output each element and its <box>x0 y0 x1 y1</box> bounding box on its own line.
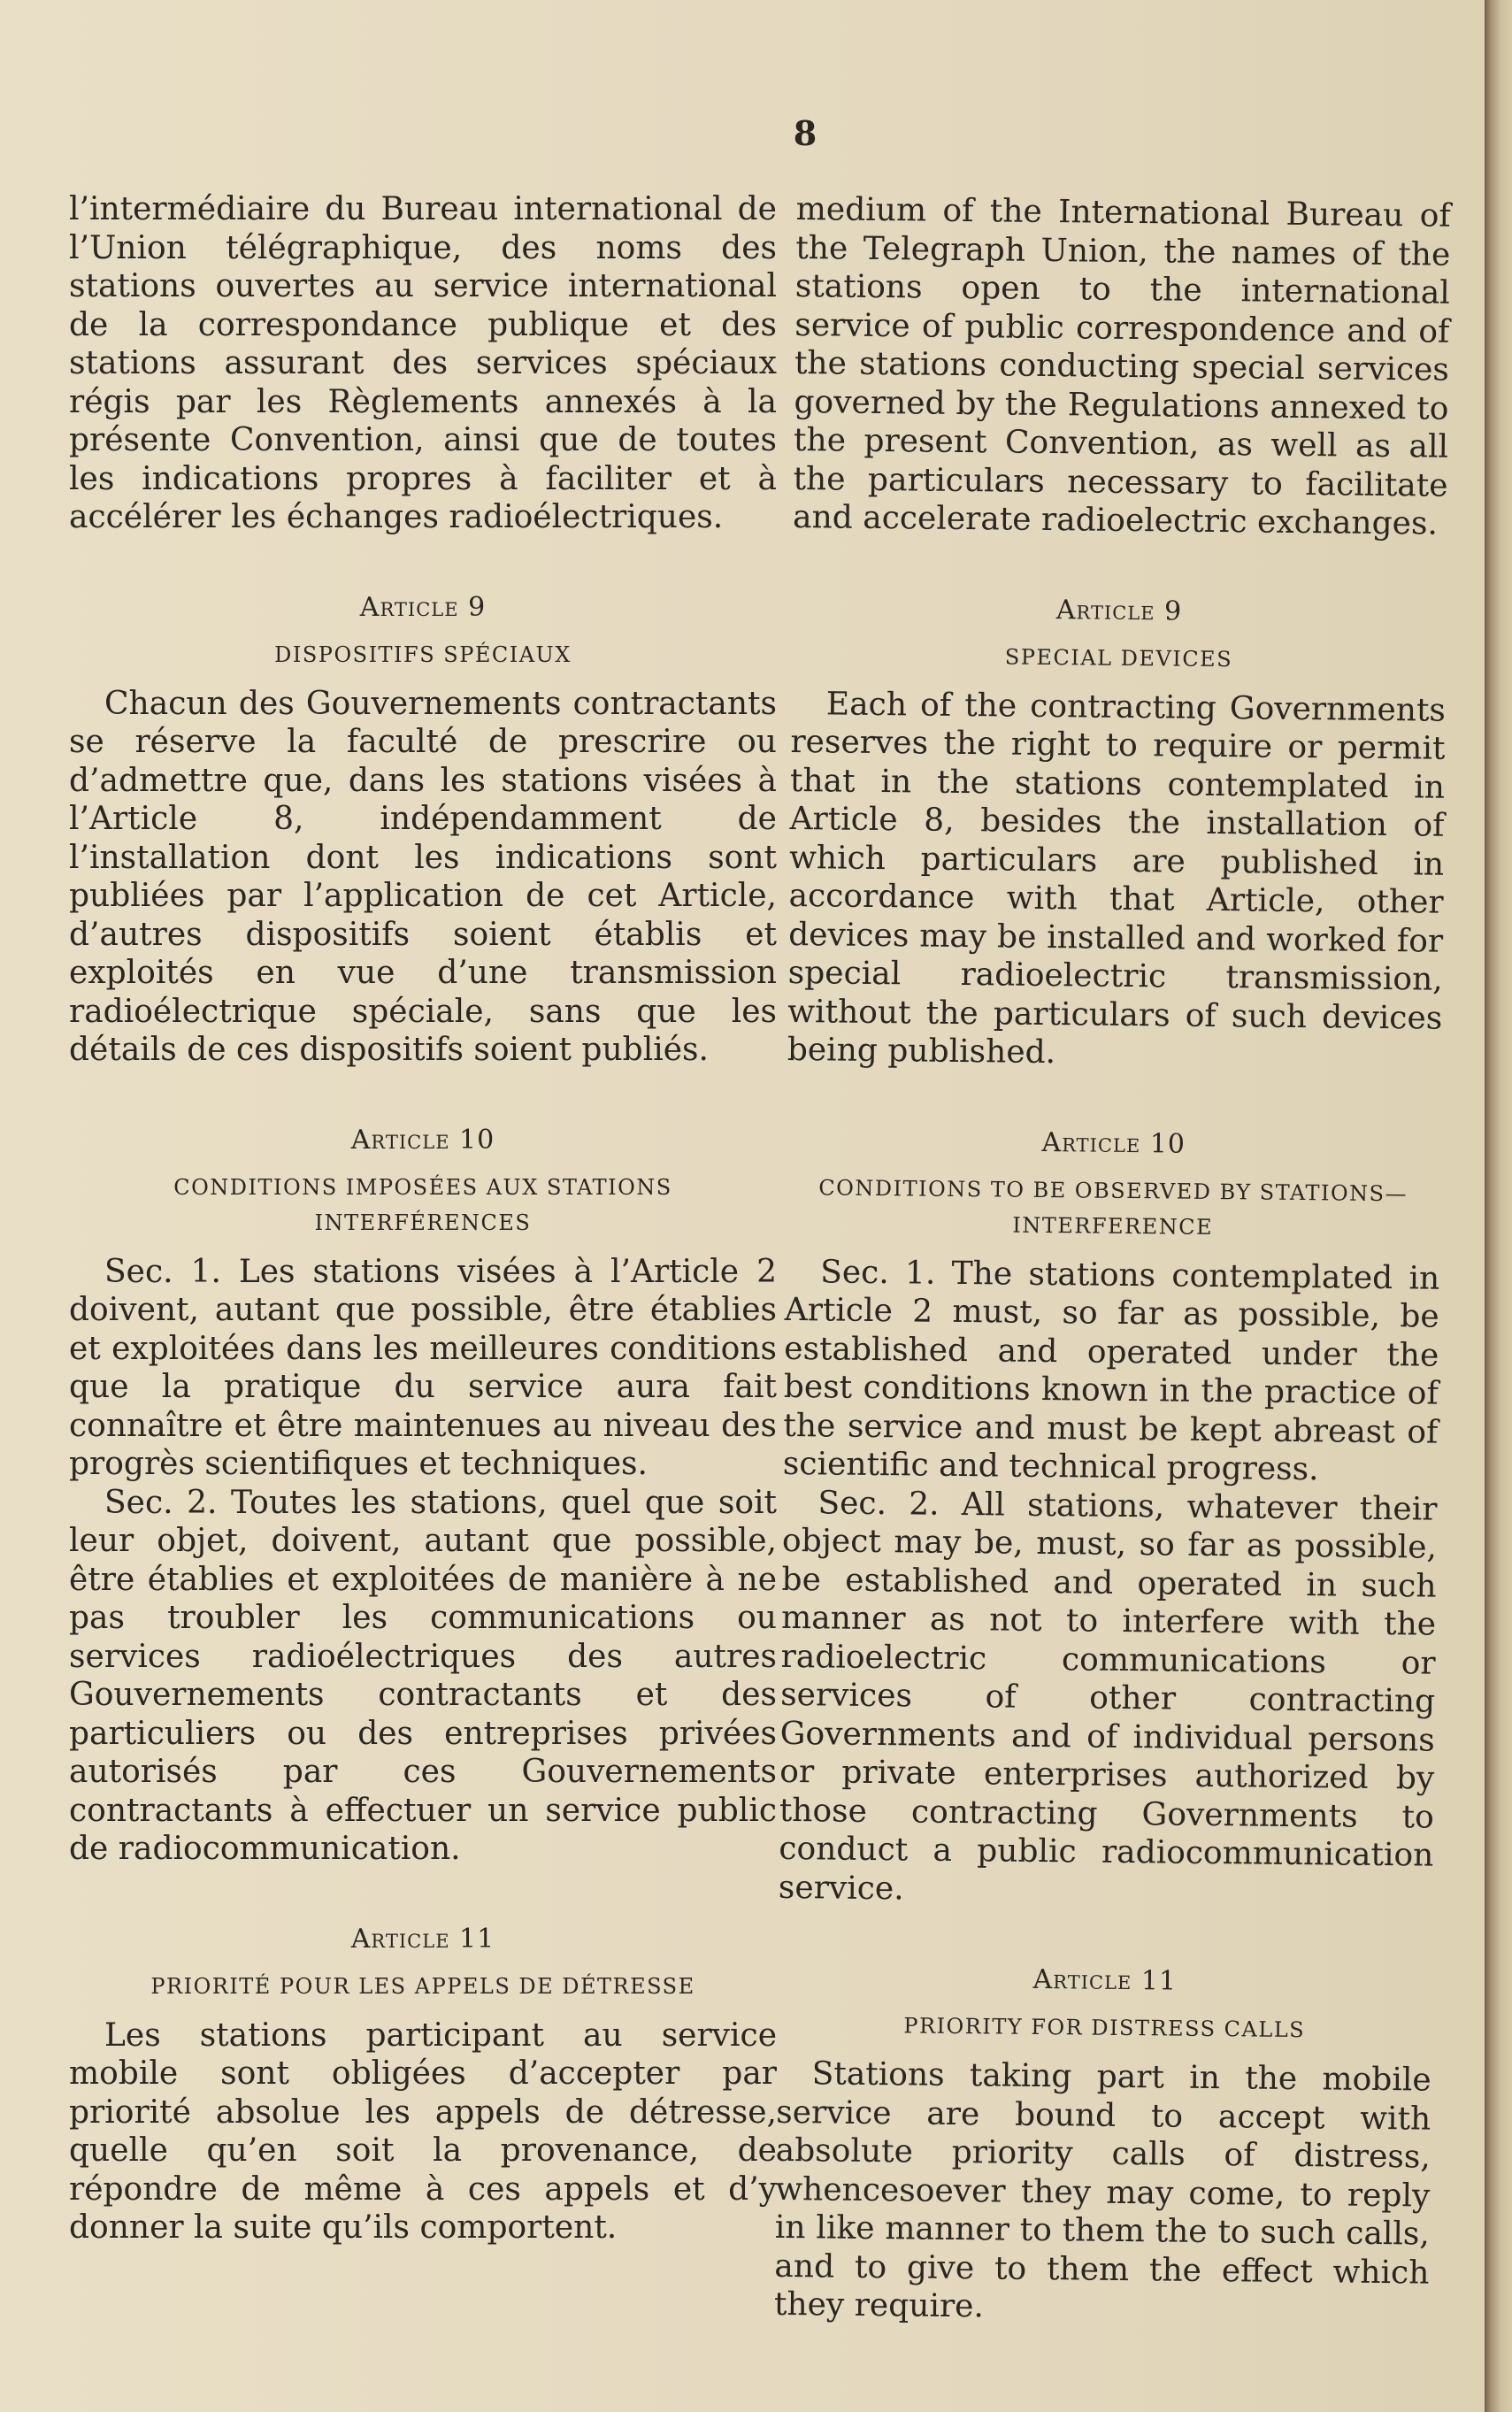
english-article-11-subtitle: PRIORITY FOR DISTRESS CALLS <box>903 2013 1306 2043</box>
english-article-9-title: Article 9 <box>1055 594 1183 627</box>
french-article-10-subtitle: CONDITIONS IMPOSÉES AUX STATIONS INTERFÉRENCES <box>173 1174 672 1235</box>
english-article-10-title: Article 10 <box>1041 1126 1186 1160</box>
english-intro-paragraph: medium of the International Bureau of the Telegraph Union, the names of the stations open to the international service of public correspondence and of the stations conducting special services governed by the Regulations annexed to the present Convention, as well as all the particulars necessary to facilitate and accelerate radioelectric exchanges. <box>792 190 1451 542</box>
french-intro-paragraph: l’intermédiaire du Bureau international de l’Union télégraphique, des noms des stations ouvertes au service international de la correspondance publique et des stations assurant des services spéciaux régis par les Règlements annexés à la présente Convention, ainsi que de toutes les indications propres à faciliter et à accélérer les échanges radioélectriques. <box>69 191 777 535</box>
french-article-11-text: Les stations participant au service mobile sont obligées d’accepter par priorité absolue les appels de détresse, quelle qu’en soit la provenance, de répondre de même à ces appels et d’y donner la suite qu’ils comportent. <box>69 2016 777 2246</box>
english-column <box>774 190 1451 2331</box>
english-article-9-text: Each of the contracting Governments reserves the right to require or permit that in the stations contemplated in Article 8, besides the installation of which particulars are published in accordance with that Article, other devices may be installed and worked for special radioelectric transmission, without the particulars of such devices being published. <box>787 685 1447 1072</box>
french-article-11-title: Article 11 <box>350 1923 495 1955</box>
english-article-10-sec1: Sec. 1. The stations contemplated in Article 2 must, so far as possible, be established and operated under the best conditions known in the practice of the service and must be kept abreast of scientific and technical progress. <box>782 1253 1440 1488</box>
english-article-11-text: Stations taking part in the mobile service are bound to accept with absolute priority calls of distress, whencesoever they may come, to reply in like manner to them the to such calls, and to give to them the effect which they require. <box>773 2055 1431 2325</box>
french-article-10-title: Article 10 <box>350 1124 495 1156</box>
french-article-10-sec2: Sec. 2. Toutes les stations, quel que soit leur objet, doivent, autant que possible, être établies et exploitées de manière à ne pas troubler les communications ou services radioélectriques des autres Gouvernements contractants et des particuliers ou des entreprises privées autorisés par ces Gouvernements contractants à effectuer un service public de radiocommunication. <box>69 1484 777 1867</box>
english-article-10-sec2: Sec. 2. All stations, whatever their object may be, must, so far as possible, be established and operated in such manner as not to interfere with the radioelectric communications or services of other contracting Governments and of individual persons or private enterprises authorized by those contracting Governments to conduct a public radiocommunication service. <box>778 1484 1438 1907</box>
english-article-11-title: Article 11 <box>1032 1963 1178 1997</box>
english-article-9-subtitle: SPECIAL DEVICES <box>1004 643 1233 672</box>
book-gutter <box>1485 0 1512 2412</box>
french-article-9-subtitle: DISPOSITIFS SPÉCIAUX <box>274 641 572 667</box>
page-number: 8 <box>793 113 817 153</box>
french-article-10-sec1: Sec. 1. Les stations visées à l’Article 2 doivent, autant que possible, être établies et exploitées dans les meilleures conditions que la pratique du service aura fait connaître et être maintenues au niveau des progrès scientifiques et techniques. <box>69 1253 777 1482</box>
french-article-11-subtitle: PRIORITÉ POUR LES APPELS DE DÉTRESSE <box>150 1973 695 1999</box>
french-column <box>69 190 777 2247</box>
french-article-9-title: Article 9 <box>359 591 487 623</box>
english-article-10-subtitle: CONDITIONS TO BE OBSERVED BY STATIONS—INTERFERENCE <box>818 1174 1408 1240</box>
french-article-9-text: Chacun des Gouvernements contractants se réserve la faculté de prescrire ou d’admettre que, dans les stations visées à l’Article 8, indépendamment de l’installation dont les indications sont publiées par l’application de cet Article, d’autres dispositifs soient établis et exploités en vue d’une transmission radioélectrique spéciale, sans que les détails de ces dispositifs soient publiés. <box>69 685 777 1068</box>
